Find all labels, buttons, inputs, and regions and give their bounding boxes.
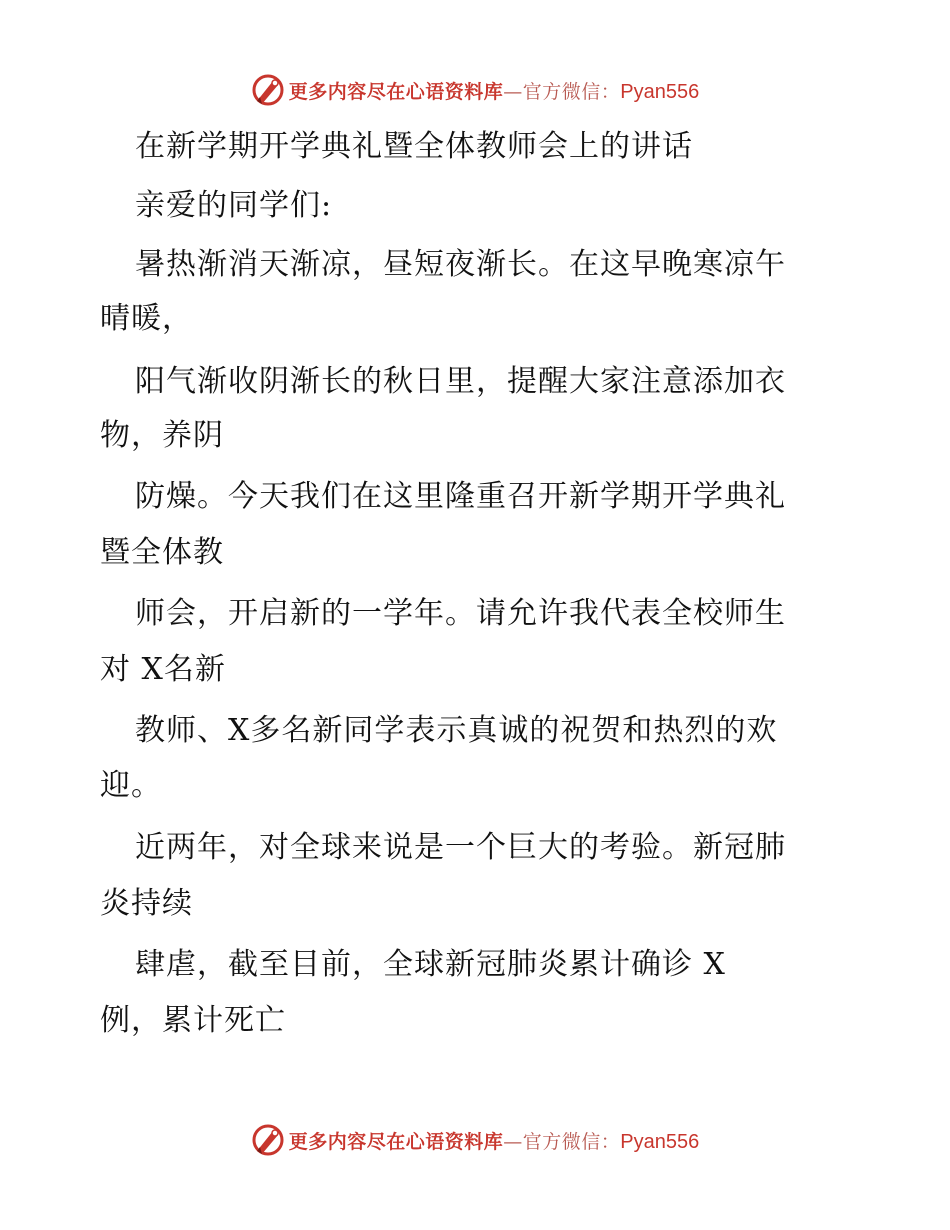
paragraph-line: 教师、X多名新同学表示真诚的祝贺和热烈的欢 [135, 713, 778, 748]
paragraph-line: 例，累计死亡 [100, 1003, 286, 1038]
paragraph-line: 晴暖， [100, 301, 193, 336]
document-title: 在新学期开学典礼暨全体教师会上的讲话 [135, 129, 693, 164]
paragraph-line: 防燥。今天我们在这里隆重召开新学期开学典礼 [135, 479, 786, 514]
footer-banner [0, 1120, 950, 1160]
paragraph-line: 师会，开启新的一学年。请允许我代表全校师生 [135, 596, 786, 631]
footer-tail: —官方微信： [503, 1130, 621, 1153]
footer-lead: 更多内容尽在心语资料库 [288, 1130, 504, 1153]
header-wechat-id: Pyan556 [620, 80, 700, 103]
paragraph-line: 阳气渐收阴渐长的秋日里，提醒大家注意添加衣 [135, 364, 786, 399]
paragraph-line: 对 X名新 [100, 652, 226, 687]
paragraph-line: 物，养阴 [100, 418, 224, 453]
salutation: 亲爱的同学们: [135, 188, 333, 223]
paragraph-line: 暑热渐消天渐凉，昼短夜渐长。在这早晚寒凉午 [135, 247, 786, 282]
paragraph-line: 近两年，对全球来说是一个巨大的考验。新冠肺 [135, 830, 786, 865]
header-lead: 更多内容尽在心语资料库 [288, 80, 504, 103]
footer-wechat-id: Pyan556 [620, 1130, 700, 1153]
footer-text [289, 1127, 700, 1154]
header-tail: —官方微信： [503, 80, 621, 103]
pen-logo-icon [251, 1123, 285, 1157]
paragraph-line: 肆虐，截至目前，全球新冠肺炎累计确诊 X [135, 947, 726, 982]
paragraph-line: 炎持续 [100, 886, 193, 921]
paragraph-line: 暨全体教 [100, 535, 224, 570]
paragraph-line: 迎。 [100, 768, 162, 803]
